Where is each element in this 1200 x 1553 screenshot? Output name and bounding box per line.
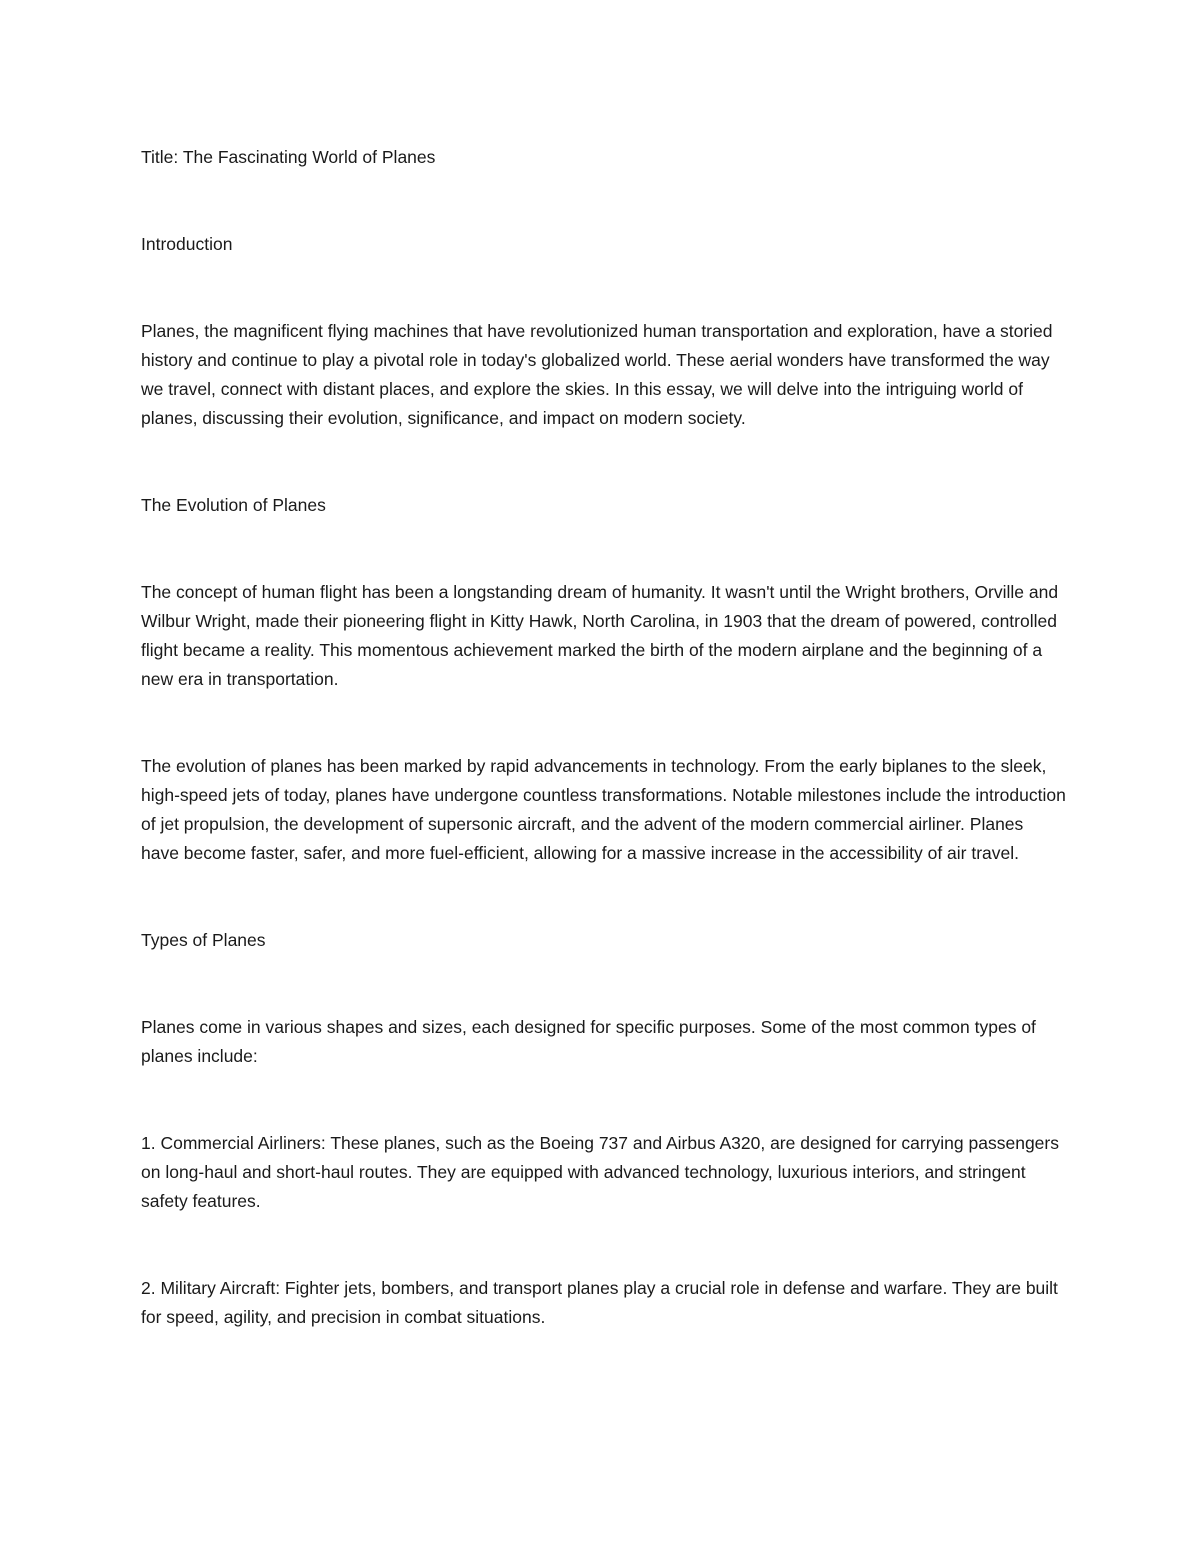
paragraph-evolution-1: The concept of human flight has been a longstanding dream of humanity. It wasn't until the Wright brothers, Orville and Wilbur Wright, made their pioneering flight in Kitty Hawk, North Carolina, in 1903 that the dream of powered, controlled flight became a reality. This momentous achievement marked the birth of the modern airplane and the beginning of a new era in transportation. [141, 582, 1059, 689]
section-heading-introduction: Introduction [141, 234, 233, 254]
document-title: Title: The Fascinating World of Planes [141, 147, 436, 167]
paragraph-evolution-2: The evolution of planes has been marked by rapid advancements in technology. From the early biplanes to the sleek, high-speed jets of today, planes have undergone countless transformations. Notable milestones include the introduction of jet propulsion, the development of supersonic aircraft, and the advent of the modern commercial airliner. Planes have become faster, safer, and more fuel-efficient, allowing for a massive increase in the accessibility of air travel. [141, 756, 1066, 863]
list-item-commercial-airliners: 1. Commercial Airliners: These planes, such as the Boeing 737 and Airbus A320, are designed for carrying passengers on long-haul and short-haul routes. They are equipped with advanced technology, luxurious interiors, and stringent safety features. [141, 1133, 1059, 1211]
section-heading-types: Types of Planes [141, 930, 266, 950]
paragraph-types-intro: Planes come in various shapes and sizes, each designed for specific purposes. Some of the most common types of planes include: [141, 1017, 1036, 1066]
document-body [141, 143, 1066, 1332]
paragraph-introduction: Planes, the magnificent flying machines that have revolutionized human transportation and exploration, have a storied history and continue to play a pivotal role in today's globalized world. These aerial wonders have transformed the way we travel, connect with distant places, and explore the skies. In this essay, we will delve into the intriguing world of planes, discussing their evolution, significance, and impact on modern society. [141, 321, 1053, 428]
section-heading-evolution: The Evolution of Planes [141, 495, 326, 515]
list-item-military-aircraft: 2. Military Aircraft: Fighter jets, bombers, and transport planes play a crucial role in defense and warfare. They are built for speed, agility, and precision in combat situations. [141, 1278, 1058, 1327]
